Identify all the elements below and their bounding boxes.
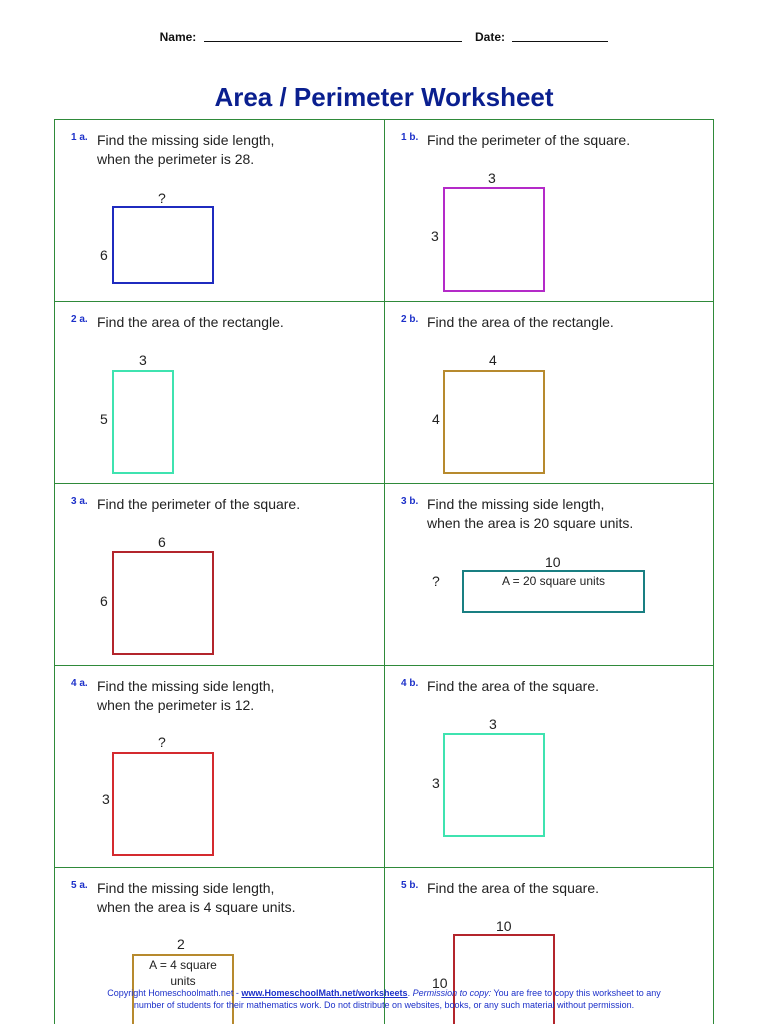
square-figure	[443, 187, 545, 292]
problem-question: Find the missing side length, when the area is 20 square units.	[427, 496, 634, 531]
problem-question: Find the missing side length, when the area is 4 square units.	[97, 880, 296, 915]
footer-copyright: Copyright Homeschoolmath.net - www.HomeschoolMath.net/worksheets. Permission to copy: You are free to copy this worksheet to any number of students for their mathematics work. Do not distribute on websites, books, or any such material without permission.	[107, 988, 661, 1010]
problem-4a	[54, 665, 384, 847]
left-side-label: 3	[431, 228, 439, 244]
area-text: A = 4 square units	[149, 958, 217, 988]
left-side-label: 10	[432, 975, 448, 991]
left-side-label: 6	[100, 593, 108, 609]
top-side-label: 2	[177, 936, 185, 952]
problem-question: Find the area of the square.	[427, 880, 599, 896]
problem-1a	[54, 119, 384, 301]
problem-3a	[54, 483, 384, 665]
problem-number: 2 b.	[401, 314, 419, 325]
rectangle-figure	[443, 370, 545, 474]
top-side-label: 10	[496, 918, 512, 934]
top-side-label: 3	[489, 716, 497, 732]
top-side-label: 10	[545, 554, 561, 570]
problem-number: 4 a.	[71, 678, 88, 689]
left-side-label: 4	[432, 411, 440, 427]
left-side-label: 6	[100, 247, 108, 263]
rectangle-figure	[112, 370, 174, 474]
problem-question: Find the area of the square.	[427, 678, 599, 694]
header	[0, 30, 768, 44]
problem-number: 3 a.	[71, 496, 88, 507]
problem-question: Find the perimeter of the square.	[427, 132, 631, 148]
top-side-label: 4	[489, 352, 497, 368]
left-side-label: 5	[100, 411, 108, 427]
problem-number: 5 a.	[71, 880, 88, 891]
left-side-label: 3	[432, 775, 440, 791]
top-side-label: 6	[158, 534, 166, 550]
footer-link[interactable]: www.HomeschoolMath.net/worksheets	[241, 988, 408, 998]
square-figure	[443, 733, 545, 837]
area-text: A = 20 square units	[501, 574, 606, 588]
problem-question: Find the area of the rectangle.	[427, 314, 614, 330]
problem-number: 2 a.	[71, 314, 88, 325]
left-side-label: ?	[432, 573, 440, 589]
page-title: Area / Perimeter Worksheet	[214, 82, 554, 112]
top-side-label: 3	[139, 352, 147, 368]
problem-3b	[384, 483, 714, 665]
square-figure	[112, 752, 214, 856]
problem-4b	[384, 665, 714, 847]
rectangle-figure	[112, 206, 214, 284]
date-blank[interactable]	[512, 41, 608, 42]
square-figure	[112, 551, 214, 655]
left-side-label: 3	[102, 791, 110, 807]
top-side-label: ?	[158, 190, 166, 206]
rectangle-figure	[462, 570, 645, 613]
problem-number: 5 b.	[401, 880, 419, 891]
problem-question: Find the perimeter of the square.	[97, 496, 301, 512]
problem-1b	[384, 119, 714, 301]
problem-2a	[54, 301, 384, 483]
top-side-label: ?	[158, 734, 166, 750]
problem-number: 1 b.	[401, 132, 419, 143]
problem-number: 3 b.	[401, 496, 419, 507]
problem-number: 1 a.	[71, 132, 88, 143]
problem-number: 4 b.	[401, 678, 419, 689]
problem-2b	[384, 301, 714, 483]
name-blank[interactable]	[204, 41, 462, 42]
problem-question: Find the area of the rectangle.	[97, 314, 284, 330]
problem-question: Find the missing side length, when the perimeter is 28.	[97, 132, 275, 167]
date-label: Date:	[475, 30, 506, 44]
problem-question: Find the missing side length, when the perimeter is 12.	[97, 678, 275, 713]
name-label: Name:	[159, 30, 197, 44]
top-side-label: 3	[488, 170, 496, 186]
problem-grid	[54, 119, 714, 1024]
